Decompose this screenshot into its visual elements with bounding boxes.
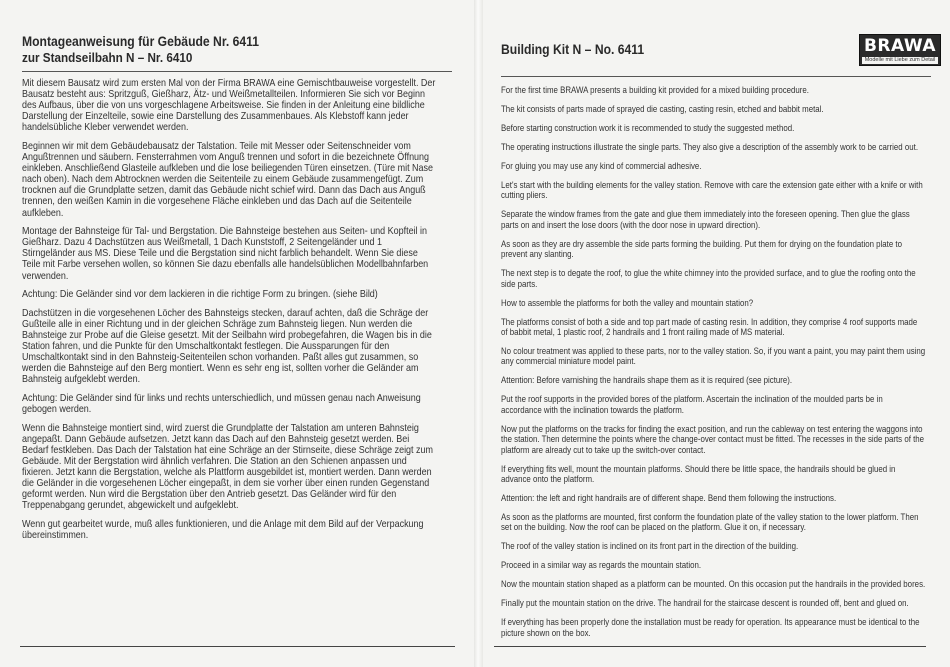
paragraph: Proceed in a similar way as regards the mountain station. [501, 559, 702, 571]
paragraph: Now the mountain station shaped as a platform can be mounted. On this occasion put the handrails in the provided bores. [501, 578, 926, 590]
english-body [501, 85, 925, 638]
paragraph: Mit diesem Bausatz wird zum ersten Mal von der Firma BRAWA eine Gemischtbauweise vorgestellt. Der Bausatz besteht aus: Spritzguß, Gießharz, Ätz- und Weißmetallteilen. Informieren Sie sich vor Beginn des Aufbaus, über die von uns vorgeschlagene Arbeitsweise. Sie finden in der Anleitung eine bildliche Darstellung der Einzelteile, sowie eine Darstellung des Zusammenbaues. Als Klebstoff kann jeder handelsübliche Kleber verwendet werden. [22, 78, 436, 134]
title-divider [501, 76, 931, 77]
paragraph: Attention: the left and right handrails are of different shape. Bend them following the instructions. [501, 492, 837, 504]
page-title-en: Building Kit N – No. 6411 [501, 42, 645, 57]
english-header [501, 34, 937, 70]
page-subtitle-de: zur Standseilbahn N – Nr. 6410 [22, 50, 193, 65]
paragraph: If everything has been properly done the installation must be ready for operation. Its appearance must be identical to the picture shown on the box. [501, 616, 920, 638]
paragraph: Achtung: Die Geländer sind vor dem lackieren in die richtige Form zu bringen. (siehe Bild) [22, 289, 378, 301]
brawa-logo [859, 34, 941, 66]
footer-rule-left [20, 646, 455, 647]
paragraph: How to assemble the platforms for both the valley and mountain station? [501, 296, 754, 308]
logo-wordmark: BRAWA [863, 36, 937, 56]
paragraph: The operating instructions illustrate the single parts. They also give a description of the assembly work to be carried out. [501, 141, 919, 152]
page-gutter [474, 0, 483, 667]
paragraph: As soon as they are dry assemble the side parts forming the building. Put them for drying on the foundation plate to prevent any slanting. [501, 237, 902, 260]
paragraph: Dachstützen in die vorgesehenen Löcher des Bahnsteigs stecken, darauf achten, daß die Schräge der Gußteile alle in einer Richtung und in der gleichen Schräge zum Bahnsteig liegen. Nun werden die Bahnsteige zur Probe auf die Gleise gesetzt. Mit der Seilbahn wird probegefahren, die Wagen bis in die Station fahren, und die Punkte für den Umschaltkontakt festlegen. Die Aussparungen für den Umschaltkontakt sind in den Bahnsteig-Seitenteilen schon vorhanden. Paßt alles gut zusammen, so werden die Bahnsteige auf den Berg montiert. Wenn es sehr eng ist, sollten vorher die Geländer am Bahnsteig aufgeklebt werden. [22, 307, 432, 386]
paragraph: Beginnen wir mit dem Gebäudebausatz der Talstation. Teile mit Messer oder Seitenschneider vom Angußtrennen und säubern. Fensterrahmen vom Anguß trennen und sofort in die bezeichnete Öffnung einkleben. Anschließend Glasteile aufkleben und die lose beiliegenden Türen einsetzen. (Türe mit Nase nach oben). Nach dem Abtrocknen werden die Seitenteile zu einem Gebäude zusammengefügt. Zum trocknen auf die Grundplatte setzen, damit das Gebäude nicht schief wird. Dann das Dach aus Anguß trennen, den weißen Kamin in die vorgesehene Fläche einkleben und das Dach auf die Seitenteile aufkleben. [22, 140, 433, 219]
paragraph: For the first time BRAWA presents a building kit provided for a mixed building procedure. [501, 84, 810, 95]
footer-rule-right [494, 646, 926, 647]
paragraph: Let's start with the building elements for the valley station. Remove with care the extension gate either with a knife or with cutting pliers. [501, 179, 923, 201]
paragraph: The kit consists of parts made of sprayed die casting, casting resin, etched and babbit metal. [501, 103, 824, 114]
paragraph: The platforms consist of both a side and top part made of casting resin. In addition, they comprise 4 roof supports made of babbit metal, 1 plastic roof, 2 handrails and 1 front railing made of MS material. [501, 315, 918, 338]
paragraph: Attention: Before varnishing the handrails shape them as it is required (see picture). [501, 374, 793, 386]
paragraph: Montage der Bahnsteige für Tal- und Bergstation. Die Bahnsteige bestehen aus Seiten- und Kopfteil in Gießharz. Dazu 4 Dachstützen aus Weißmetall, 1 Dach Kunststoff, 2 Seitengeländer und 1 Stirngeländer aus MS. Diese Teile und die Bergstation sind nicht farblich behandelt. Wenn Sie diese Teile mit Farbe versehen wollen, so können Sie dazu ebenfalls alle handelsüblichen Modellbahnfarben verwenden. [22, 226, 429, 282]
paragraph: If everything fits well, mount the mountain platforms. Should there be little space, the handrails should be glued in advance onto the platform. [501, 462, 896, 485]
paragraph: Wenn gut gearbeitet wurde, muß alles funktionieren, und die Anlage mit dem Bild auf der Verpackung übereinstimmen. [22, 518, 424, 541]
english-page [483, 0, 950, 667]
paragraph: For gluing you may use any kind of commercial adhesive. [501, 160, 702, 171]
paragraph: Now put the platforms on the tracks for finding the exact position, and run the cableway on test entering the waggons into the station. Then determine the points where the change-over contact must be fitted. The recesses in the side parts of the platform are already cut to take up the switch-over contact. [501, 422, 925, 455]
paragraph: The next step is to degate the roof, to glue the white chimney into the provided surface, and to glue the roofing onto the side parts. [501, 267, 916, 289]
paragraph: The roof of the valley station is inclined on its front part in the direction of the building. [501, 540, 799, 552]
paragraph: Put the roof supports in the provided bores of the platform. Ascertain the inclination of the moulded parts be in accordance with the inclination towards the platform. [501, 393, 883, 415]
paragraph: Finally put the mountain station on the drive. The handrail for the staircase descent is rounded off, bent and glued on. [501, 597, 909, 609]
logo-tagline: Modelle mit Liebe zum Detail [862, 57, 938, 64]
page-title-de: Montageanweisung für Gebäude Nr. 6411 [22, 34, 259, 49]
title-divider [22, 71, 452, 72]
paragraph: No colour treatment was applied to these parts, nor to the valley station. So, if you want a paint, you may paint them using any commercial miniature model paint. [501, 345, 926, 367]
paragraph: Achtung: Die Geländer sind für links und rechts unterschiedlich, und müssen genau nach Anweisung gebogen werden. [22, 392, 421, 415]
paragraph: Wenn die Bahnsteige montiert sind, wird zuerst die Grundplatte der Talstation am unteren Bahnsteig angepaßt. Dann Gebäude aufsetzen. Jetzt kann das Dach auf den Bahnsteig gesetzt werden. Bei Bedarf festkleben. Das Dach der Talstation hat eine Schräge an der Stirnseite, diese Schräge zeigt zum Gebäude. Mit der Bergstation wird ähnlich verfahren. Die Station an den Schienen anpassen und fixieren. Jetzt kann die Bergstation, welche als Plattform ausgebildet ist, montiert werden. Dann werden die Geländer in die vorgesehenen Löcher eingepaßt, in dem sie vorher über einen runden Gegenstand geformt werden. Nun wird die Bergstation über den Antrieb gesetzt. Das Geländer wird für den Treppenabgang gerundet, abgewickelt und aufgeklebt. [22, 422, 433, 512]
paragraph: As soon as the platforms are mounted, first conform the foundation plate of the valley station to the lower platform. Then set on the building. Now the roof can be placed on the platform. Glue it on, if necessary. [501, 511, 919, 533]
paragraph: Separate the window frames from the gate and glue them immediately into the foreseen opening. Then glue the glass parts on and insert the lose doors (with the door nose in upward direction). [501, 208, 910, 230]
german-body [22, 78, 437, 541]
paragraph: Before starting construction work it is recommended to study the suggested method. [501, 122, 795, 133]
